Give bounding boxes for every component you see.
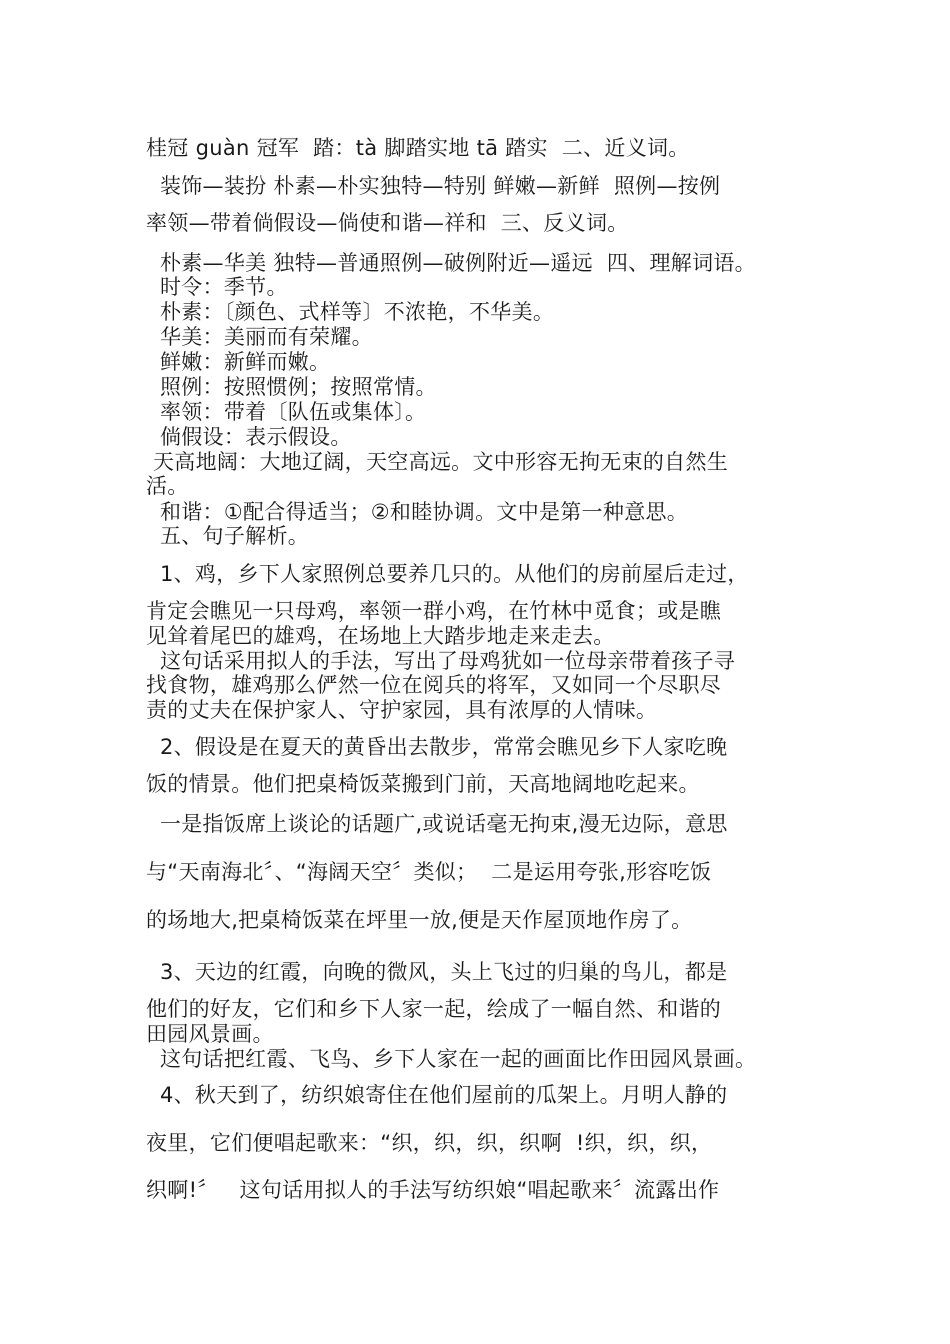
text-line: 活。 <box>146 474 189 498</box>
text-line: 责的丈夫在保护家人、守护家园，具有浓厚的人情味。 <box>146 698 658 722</box>
text-line: 率领—带着倘假设—倘使和谐—祥和 三、反义词。 <box>146 211 629 235</box>
text-line: 2、假设是在夏天的黄昏出去散步，常常会瞧见乡下人家吃晚 <box>146 735 728 759</box>
text-line: 这句话采用拟人的手法，写出了母鸡犹如一位母亲带着孩子寻 <box>146 649 736 673</box>
text-line: 这句话把红霞、飞鸟、乡下人家在一起的画面比作田园风景画。 <box>146 1047 757 1071</box>
text-line: 肯定会瞧见一只母鸡，率领一群小鸡，在竹林中觅食；或是瞧 <box>146 599 722 623</box>
text-line: 朴素—华美 独特—普通照例—破例附近—遥远 四、理解词语。 <box>146 251 756 275</box>
text-line: 倘假设：表示假设。 <box>146 425 352 449</box>
text-line: 1、鸡，乡下人家照例总要养几只的。从他们的房前屋后走过， <box>146 562 749 586</box>
text-line: 朴素：〔颜色、式样等〕不浓艳，不华美。 <box>146 300 555 324</box>
text-line: 天高地阔：大地辽阔，天空高远。文中形容无拘无束的自然生 <box>146 450 729 474</box>
text-line: 夜里，它们便唱起歌来：“织，织，织，织啊 !织，织，织， <box>146 1131 713 1155</box>
text-line: 的场地大,把桌椅饭菜在坪里一放,便是天作屋顶地作房了。 <box>146 908 693 932</box>
text-line: 织啊!〞 这句话用拟人的手法写纺织娘“唱起歌来〞流露出作 <box>146 1178 720 1202</box>
text-line: 桂冠 guàn 冠军 踏：tà 脚踏实地 tā 踏实 二、近义词。 <box>146 136 690 160</box>
text-line: 和谐：①配合得适当；②和睦协调。文中是第一种意思。 <box>146 500 689 524</box>
text-line: 华美：美丽而有荣耀。 <box>146 325 373 349</box>
text-line: 找食物，雄鸡那么俨然一位在阅兵的将军，又如同一个尽职尽 <box>146 673 722 697</box>
text-line: 一是指饭席上谈论的话题广,或说话毫无拘束,漫无边际，意思 <box>146 812 728 836</box>
text-line: 田园风景画。 <box>146 1022 274 1046</box>
text-line: 照例：按照惯例；按照常情。 <box>146 375 437 399</box>
text-line: 率领：带着〔队伍或集体〕。 <box>146 400 427 424</box>
text-line: 鲜嫩：新鲜而嫩。 <box>146 350 331 374</box>
text-line: 五、句子解析。 <box>146 524 310 548</box>
text-line: 3、天边的红霞，向晚的微风，头上飞过的归巢的鸟儿，都是 <box>146 960 728 984</box>
text-line: 饭的情景。他们把桌椅饭菜搬到门前，天高地阔地吃起来。 <box>146 772 700 796</box>
text-line: 装饰—装扮 朴素—朴实独特—特别 鲜嫩—新鲜 照例—按例 <box>146 174 721 198</box>
text-line: 时令：季节。 <box>146 275 288 299</box>
text-line: 他们的好友，它们和乡下人家一起，绘成了一幅自然、和谐的 <box>146 997 722 1021</box>
text-line: 与“天南海北〞、“海阔天空〞类似； 二是运用夸张,形容吃饭 <box>146 860 712 884</box>
text-line: 见耸着尾巴的雄鸡，在场地上大踏步地走来走去。 <box>146 624 615 648</box>
text-line: 4、秋天到了，纺织娘寄住在他们屋前的瓜架上。月明人静的 <box>146 1083 728 1107</box>
